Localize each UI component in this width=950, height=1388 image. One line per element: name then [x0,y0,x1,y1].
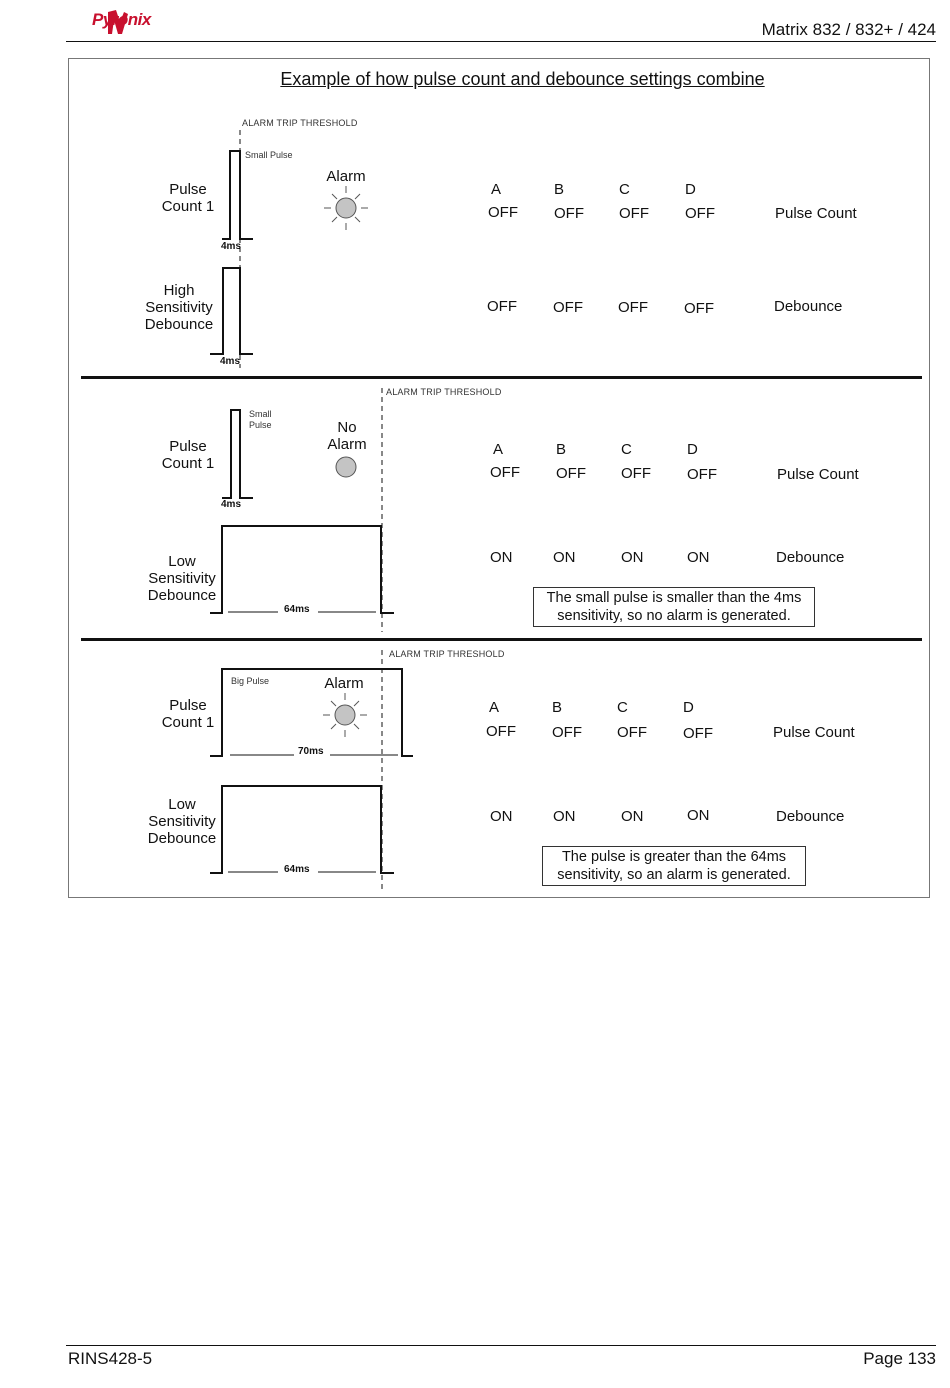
pulse-width-label: 4ms [220,356,241,367]
row-label: Pulse Count 1 [161,697,215,731]
switch-value: OFF [685,205,715,222]
setting-name: Debounce [776,808,845,825]
pulse-waveform [210,786,394,873]
threshold-label: ALARM TRIP THRESHOLD [389,649,505,659]
switch-header-a: A [493,441,504,458]
diagram-title: Example of how pulse count and debounce settings combine [280,69,765,89]
alarm-status: Alarm [326,168,366,185]
switch-value: ON [490,549,513,566]
row-label: Pulse Count 1 [161,181,215,215]
switch-header-c: C [621,441,632,458]
switch-value: OFF [552,724,582,741]
no-alarm-lamp-icon [336,457,356,477]
switch-value: OFF [683,725,713,742]
setting-name: Debounce [774,298,843,315]
pulse-width-label: 4ms [221,241,242,252]
row-label: Low Sensitivity Debounce [147,553,217,604]
alarm-lamp-icon [324,186,368,230]
switch-value: OFF [553,299,583,316]
switch-value: ON [553,808,576,825]
row-label: High Sensitivity Debounce [144,282,214,333]
switch-value: OFF [556,465,586,482]
switch-value: OFF [486,723,516,740]
document-reference: RINS428-5 [68,1349,153,1368]
switch-value: OFF [487,298,517,315]
alarm-status: Alarm [324,675,364,692]
alarm-status: No Alarm [327,419,367,453]
pulse-width-label: 70ms [298,746,324,757]
setting-name: Pulse Count [773,724,855,741]
switch-value: ON [621,808,644,825]
setting-name: Pulse Count [775,205,857,222]
switch-header-b: B [552,699,563,716]
alarm-lamp-icon [323,693,367,737]
switch-header-a: A [489,699,500,716]
pulse-width-label: 64ms [284,604,310,615]
switch-value: OFF [617,724,647,741]
pulse-width-label: 64ms [284,864,310,875]
switch-value: ON [687,549,710,566]
switch-value: OFF [488,204,518,221]
threshold-label: ALARM TRIP THRESHOLD [242,118,358,128]
switch-value: ON [490,808,513,825]
scenario-divider [81,376,922,379]
footer-divider [66,1345,936,1346]
switch-header-d: D [687,441,698,458]
pulse-label: Big Pulse [231,676,270,686]
switch-value: OFF [687,466,717,483]
setting-name: Pulse Count [777,466,859,483]
switch-header-b: B [556,441,567,458]
switch-value: ON [621,549,644,566]
switch-header-c: C [617,699,628,716]
row-label: Low Sensitivity Debounce [147,796,217,847]
pulse-width-label: 4ms [221,499,242,510]
explanation-note: The pulse is greater than the 64ms sensitivity, so an alarm is generated. [542,846,806,886]
switch-header-a: A [491,181,502,198]
row-label: Pulse Count 1 [161,438,215,472]
switch-value: OFF [554,205,584,222]
switch-value: ON [553,549,576,566]
switch-header-d: D [683,699,694,716]
pulse-waveform [210,526,394,613]
explanation-note: The small pulse is smaller than the 4ms sensitivity, so no alarm is generated. [533,587,815,627]
switch-value: OFF [490,464,520,481]
switch-header-c: C [619,181,630,198]
switch-value: OFF [619,205,649,222]
switch-header-b: B [554,181,565,198]
page-number: Page 133 [863,1349,936,1368]
pulse-label: Small Pulse [245,150,293,160]
threshold-label: ALARM TRIP THRESHOLD [386,387,502,397]
product-title: Matrix 832 / 832+ / 424 [761,20,936,39]
switch-value: OFF [621,465,651,482]
switch-value: ON [687,807,710,824]
switch-header-d: D [685,181,696,198]
switch-value: OFF [618,299,648,316]
pulse-label: Small Pulse [249,409,272,430]
scenario-divider [81,638,922,641]
brand-name: Pyronix [92,10,151,29]
switch-value: OFF [684,300,714,317]
setting-name: Debounce [776,549,845,566]
